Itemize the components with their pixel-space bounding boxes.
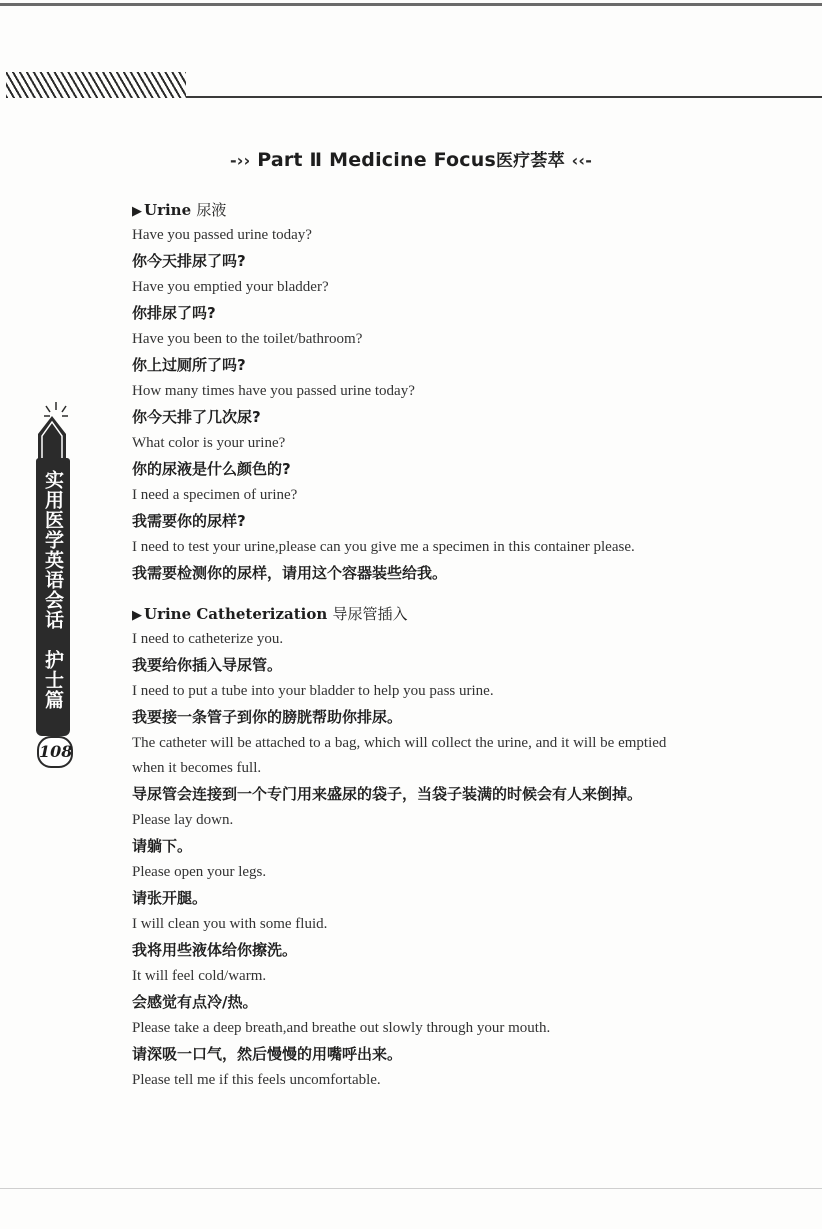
phrase-zh: 我要接一条管子到你的膀胱帮助你排尿。 bbox=[132, 708, 403, 726]
phrase-zh: 请深吸一口气，然后慢慢的用嘴呼出来。 bbox=[132, 1045, 403, 1063]
phrase-zh: 我将用些液体给你擦洗。 bbox=[132, 941, 298, 959]
phrase-en: Please lay down. bbox=[132, 812, 234, 828]
page-title bbox=[0, 146, 822, 171]
phrase-en: Have you emptied your bladder? bbox=[132, 279, 329, 295]
title-english: Medicine Focus bbox=[329, 149, 496, 171]
phrase-en: Please open your legs. bbox=[132, 864, 267, 880]
phrase-en: Please tell me if this feels uncomfortable. bbox=[132, 1072, 381, 1088]
section-heading-urine bbox=[132, 197, 782, 223]
section-heading-en: Urine Catheterization bbox=[144, 605, 328, 623]
phrase-en: I need to put a tube into your bladder to help you pass urine. bbox=[132, 683, 494, 699]
phrase-zh: 导尿管会连接到一个专门用来盛尿的袋子，当袋子装满的时候会有人来倒掉。 bbox=[132, 785, 643, 803]
bottom-rule bbox=[0, 1188, 822, 1189]
section-heading-catheterization bbox=[132, 601, 782, 627]
phrase-zh: 请张开腿。 bbox=[132, 889, 208, 907]
phrase-zh: 会感觉有点冷/热。 bbox=[132, 993, 258, 1011]
top-border bbox=[0, 3, 822, 6]
phrase-en: The catheter will be attached to a bag, which will collect the urine, and it will be emptied bbox=[132, 735, 667, 751]
title-part: Part bbox=[257, 149, 303, 171]
book-title: 实用医学英语会话 护士篇 bbox=[42, 470, 64, 710]
triangle-bullet-icon: ▶ bbox=[132, 204, 142, 219]
left-arrow-ornament-icon: -›› bbox=[229, 151, 251, 170]
phrase-en: Have you been to the toilet/bathroom? bbox=[132, 331, 363, 347]
triangle-bullet-icon: ▶ bbox=[132, 608, 142, 623]
phrase-en: I need to catheterize you. bbox=[132, 631, 284, 647]
phrase-zh: 你上过厕所了吗? bbox=[132, 356, 246, 374]
phrase-en: Please take a deep breath,and breathe out slowly through your mouth. bbox=[132, 1020, 551, 1036]
phrase-zh: 我需要检测你的尿样，请用这个容器装些给我。 bbox=[132, 564, 448, 582]
right-arrow-ornament-icon: ‹‹- bbox=[571, 151, 593, 170]
header-hatch-decoration bbox=[6, 72, 186, 98]
section-heading-zh: 导尿管插入 bbox=[332, 605, 408, 623]
phrase-en: Have you passed urine today? bbox=[132, 227, 312, 243]
section-heading-zh: 尿液 bbox=[196, 201, 227, 219]
phrase-zh: 你的尿液是什么颜色的? bbox=[132, 460, 291, 478]
phrase-zh: 我要给你插入导尿管。 bbox=[132, 656, 283, 674]
page-number: 108 bbox=[37, 736, 73, 768]
header-rule bbox=[186, 96, 822, 98]
sparkle-arrow-icon bbox=[32, 400, 76, 462]
phrase-en: What color is your urine? bbox=[132, 435, 286, 451]
phrase-zh: 你今天排尿了吗? bbox=[132, 252, 246, 270]
phrase-zh: 请躺下。 bbox=[132, 837, 193, 855]
phrase-en: It will feel cold/warm. bbox=[132, 968, 267, 984]
phrase-en: I need a specimen of urine? bbox=[132, 487, 298, 503]
title-chinese: 医疗荟萃 bbox=[495, 151, 565, 171]
phrase-en: How many times have you passed urine today? bbox=[132, 383, 415, 399]
phrase-en: I will clean you with some fluid. bbox=[132, 916, 328, 932]
main-content bbox=[124, 197, 782, 1093]
phrase-zh: 我需要你的尿样? bbox=[132, 512, 246, 530]
title-part-number: Ⅱ bbox=[309, 149, 323, 171]
phrase-en: I need to test your urine,please can you give me a specimen in this container please. bbox=[132, 539, 635, 555]
phrase-en-continued: when it becomes full. bbox=[132, 760, 262, 776]
section-heading-en: Urine bbox=[144, 201, 192, 219]
phrase-zh: 你今天排了几次尿? bbox=[132, 408, 261, 426]
phrase-zh: 你排尿了吗? bbox=[132, 304, 216, 322]
